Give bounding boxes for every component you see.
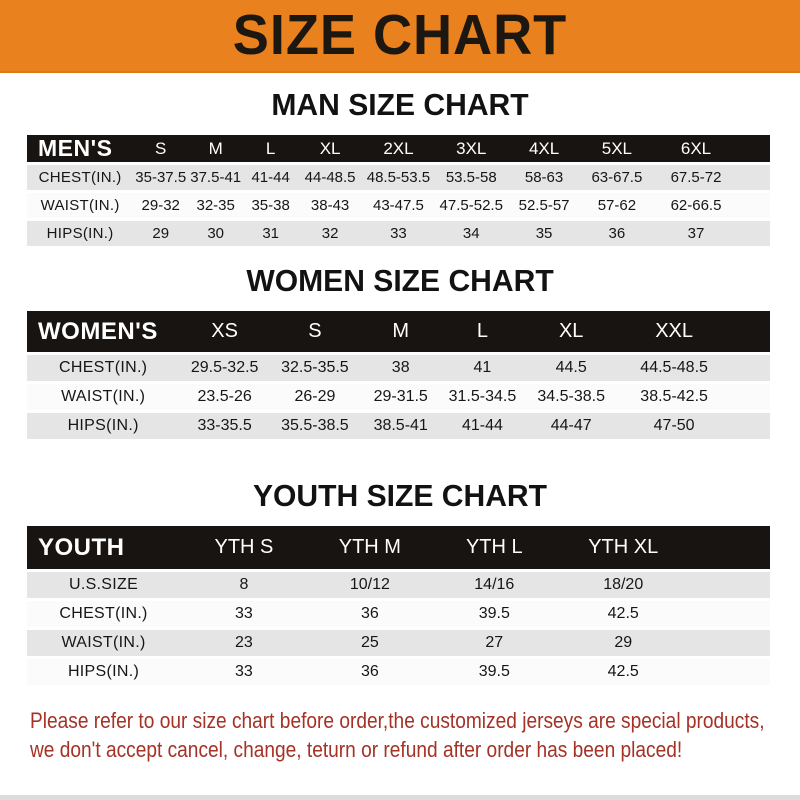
youth-row-filler	[690, 572, 770, 598]
youth-row-waist-in	[27, 630, 770, 656]
youth-hips-in-value-1: 36	[308, 659, 432, 685]
men-chest-in-value-2: 41-44	[243, 165, 298, 190]
men-hips-in-value-1: 30	[188, 221, 243, 246]
youth-row-label-u-s-size: U.S.SIZE	[27, 572, 180, 598]
women-column-header-xs: XS	[179, 311, 270, 352]
men-column-header-xl: XL	[298, 135, 362, 162]
women-section	[0, 263, 800, 442]
women-column-header-l: L	[442, 311, 524, 352]
youth-chest-in-value-3: 42.5	[557, 601, 690, 627]
men-row-filler	[739, 221, 770, 246]
men-hips-in-value-7: 36	[580, 221, 653, 246]
women-column-header-s: S	[270, 311, 360, 352]
women-waist-in-value-3: 31.5-34.5	[442, 384, 524, 410]
youth-size-table	[27, 523, 770, 688]
men-waist-in-value-0: 29-32	[133, 193, 188, 218]
men-column-header-2xl: 2XL	[362, 135, 435, 162]
men-waist-in-value-6: 52.5-57	[508, 193, 581, 218]
youth-row-label-chest-in: CHEST(IN.)	[27, 601, 180, 627]
youth-column-header-yth-l: YTH L	[432, 526, 557, 569]
women-size-table	[27, 308, 770, 442]
men-waist-in-value-5: 47.5-52.5	[435, 193, 508, 218]
men-chest-in-value-8: 67.5-72	[653, 165, 738, 190]
women-header-filler	[729, 311, 770, 352]
men-column-header-4xl: 4XL	[508, 135, 581, 162]
women-hips-in-value-2: 38.5-41	[360, 413, 442, 439]
women-row-label-chest-in: CHEST(IN.)	[27, 355, 179, 381]
youth-row-filler	[690, 630, 770, 656]
women-waist-in-value-5: 38.5-42.5	[619, 384, 729, 410]
men-chest-in-value-0: 35-37.5	[133, 165, 188, 190]
men-hips-in-value-5: 34	[435, 221, 508, 246]
youth-row-label-hips-in: HIPS(IN.)	[27, 659, 180, 685]
men-hips-in-value-0: 29	[133, 221, 188, 246]
youth-waist-in-value-0: 23	[180, 630, 308, 656]
men-chest-in-value-6: 58-63	[508, 165, 581, 190]
men-column-header-6xl: 6XL	[653, 135, 738, 162]
women-row-chest-in	[27, 355, 770, 381]
notice-line-1: Please refer to our size chart before order,the customized jerseys are special products,	[30, 708, 765, 733]
men-column-header-5xl: 5XL	[580, 135, 653, 162]
women-row-filler	[729, 355, 770, 381]
men-column-header-3xl: 3XL	[435, 135, 508, 162]
women-row-filler	[729, 413, 770, 439]
youth-row-chest-in	[27, 601, 770, 627]
women-waist-in-value-2: 29-31.5	[360, 384, 442, 410]
size-chart-banner	[0, 0, 800, 73]
youth-hips-in-value-3: 42.5	[557, 659, 690, 685]
men-header-filler	[739, 135, 770, 162]
youth-row-filler	[690, 659, 770, 685]
women-chest-in-value-5: 44.5-48.5	[619, 355, 729, 381]
men-row-label-chest-in: CHEST(IN.)	[27, 165, 133, 190]
youth-chest-in-value-2: 39.5	[432, 601, 557, 627]
youth-waist-in-value-2: 27	[432, 630, 557, 656]
women-hips-in-value-4: 44-47	[523, 413, 619, 439]
men-size-table	[27, 132, 770, 249]
men-section	[0, 87, 800, 249]
women-waist-in-value-0: 23.5-26	[179, 384, 270, 410]
men-chest-in-value-1: 37.5-41	[188, 165, 243, 190]
men-column-header-l: L	[243, 135, 298, 162]
men-hips-in-value-2: 31	[243, 221, 298, 246]
footer-notice	[30, 706, 800, 764]
women-header-row	[27, 311, 770, 352]
women-row-hips-in	[27, 413, 770, 439]
women-column-header-xl: XL	[523, 311, 619, 352]
youth-row-filler	[690, 601, 770, 627]
men-waist-in-value-2: 35-38	[243, 193, 298, 218]
men-row-chest-in	[27, 165, 770, 190]
men-chest-in-value-5: 53.5-58	[435, 165, 508, 190]
youth-row-hips-in	[27, 659, 770, 685]
notice-line-2: we don't accept cancel, change, teturn or refund after order has been placed!	[30, 737, 683, 762]
women-column-header-m: M	[360, 311, 442, 352]
men-waist-in-value-8: 62-66.5	[653, 193, 738, 218]
women-table-label: WOMEN'S	[27, 311, 179, 352]
youth-waist-in-value-1: 25	[308, 630, 432, 656]
youth-u-s-size-value-3: 18/20	[557, 572, 690, 598]
men-hips-in-value-8: 37	[653, 221, 738, 246]
youth-column-header-yth-s: YTH S	[180, 526, 308, 569]
men-row-label-waist-in: WAIST(IN.)	[27, 193, 133, 218]
men-column-header-s: S	[133, 135, 188, 162]
women-section-title: WOMEN SIZE CHART	[246, 263, 554, 298]
women-waist-in-value-1: 26-29	[270, 384, 360, 410]
bottom-edge-strip	[0, 795, 800, 800]
size-chart-sections	[0, 87, 800, 688]
men-row-hips-in	[27, 221, 770, 246]
men-waist-in-value-7: 57-62	[580, 193, 653, 218]
men-waist-in-value-3: 38-43	[298, 193, 362, 218]
youth-column-header-yth-xl: YTH XL	[557, 526, 690, 569]
women-chest-in-value-4: 44.5	[523, 355, 619, 381]
men-hips-in-value-3: 32	[298, 221, 362, 246]
youth-u-s-size-value-1: 10/12	[308, 572, 432, 598]
men-chest-in-value-7: 63-67.5	[580, 165, 653, 190]
women-row-waist-in	[27, 384, 770, 410]
youth-hips-in-value-2: 39.5	[432, 659, 557, 685]
men-hips-in-value-6: 35	[508, 221, 581, 246]
men-row-label-hips-in: HIPS(IN.)	[27, 221, 133, 246]
men-waist-in-value-4: 43-47.5	[362, 193, 435, 218]
youth-table-label: YOUTH	[27, 526, 180, 569]
women-row-label-hips-in: HIPS(IN.)	[27, 413, 179, 439]
men-column-header-m: M	[188, 135, 243, 162]
youth-chest-in-value-1: 36	[308, 601, 432, 627]
men-row-waist-in	[27, 193, 770, 218]
women-chest-in-value-3: 41	[442, 355, 524, 381]
women-chest-in-value-2: 38	[360, 355, 442, 381]
youth-header-row	[27, 526, 770, 569]
men-section-title: MAN SIZE CHART	[271, 87, 529, 122]
men-waist-in-value-1: 32-35	[188, 193, 243, 218]
men-header-row	[27, 135, 770, 162]
women-hips-in-value-3: 41-44	[442, 413, 524, 439]
youth-u-s-size-value-2: 14/16	[432, 572, 557, 598]
youth-chest-in-value-0: 33	[180, 601, 308, 627]
women-column-header-xxl: XXL	[619, 311, 729, 352]
women-chest-in-value-1: 32.5-35.5	[270, 355, 360, 381]
women-chest-in-value-0: 29.5-32.5	[179, 355, 270, 381]
men-row-filler	[739, 165, 770, 190]
youth-waist-in-value-3: 29	[557, 630, 690, 656]
women-hips-in-value-5: 47-50	[619, 413, 729, 439]
youth-row-label-waist-in: WAIST(IN.)	[27, 630, 180, 656]
youth-section-title: YOUTH SIZE CHART	[252, 478, 548, 513]
women-hips-in-value-0: 33-35.5	[179, 413, 270, 439]
youth-column-header-yth-m: YTH M	[308, 526, 432, 569]
youth-section	[0, 478, 800, 688]
women-row-label-waist-in: WAIST(IN.)	[27, 384, 179, 410]
women-hips-in-value-1: 35.5-38.5	[270, 413, 360, 439]
men-row-filler	[739, 193, 770, 218]
men-table-label: MEN'S	[27, 135, 133, 162]
men-chest-in-value-3: 44-48.5	[298, 165, 362, 190]
youth-header-filler	[690, 526, 770, 569]
youth-hips-in-value-0: 33	[180, 659, 308, 685]
page-title: SIZE CHART	[232, 3, 568, 67]
women-waist-in-value-4: 34.5-38.5	[523, 384, 619, 410]
men-hips-in-value-4: 33	[362, 221, 435, 246]
women-row-filler	[729, 384, 770, 410]
youth-row-u-s-size	[27, 572, 770, 598]
men-chest-in-value-4: 48.5-53.5	[362, 165, 435, 190]
youth-u-s-size-value-0: 8	[180, 572, 308, 598]
